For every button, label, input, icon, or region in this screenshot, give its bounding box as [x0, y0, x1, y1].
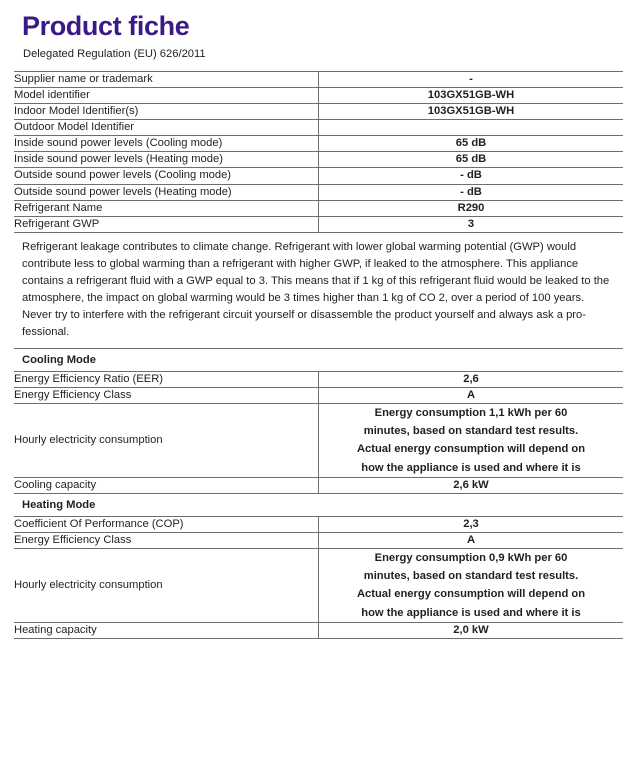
row-label: Supplier name or trademark — [14, 71, 319, 87]
row-value: 103GX51GB-WH — [319, 104, 624, 120]
row-label: Energy Efficiency Ratio (EER) — [14, 371, 319, 387]
row-value: R290 — [319, 200, 624, 216]
row-label: Model identifier — [14, 87, 319, 103]
row-label: Refrigerant GWP — [14, 216, 319, 232]
table-row — [14, 388, 623, 404]
table-row — [14, 184, 623, 200]
table-row — [14, 549, 623, 623]
row-label: Refrigerant Name — [14, 200, 319, 216]
value-line: minutes, based on standard test results. — [363, 570, 579, 583]
table-row — [14, 200, 623, 216]
row-value: - — [319, 71, 624, 87]
row-value: 2,6 kW — [319, 477, 624, 493]
row-label: Indoor Model Identifier(s) — [14, 104, 319, 120]
value-line: Actual energy consumption will depend on — [356, 443, 586, 456]
table-row — [14, 168, 623, 184]
row-value — [319, 120, 624, 136]
table-row — [14, 71, 623, 87]
row-value: 65 dB — [319, 152, 624, 168]
row-label: Outside sound power levels (Cooling mode) — [14, 168, 319, 184]
value-line: minutes, based on standard test results. — [363, 425, 579, 438]
value-line: Energy consumption 1,1 kWh per 60 — [374, 407, 568, 420]
row-value — [319, 404, 624, 478]
table-row — [14, 516, 623, 532]
value-line: Energy consumption 0,9 kWh per 60 — [374, 552, 568, 565]
section-header-heating — [14, 493, 623, 516]
table-row — [14, 136, 623, 152]
row-value: 103GX51GB-WH — [319, 87, 624, 103]
section-title: Cooling Mode — [14, 348, 623, 371]
table-row — [14, 87, 623, 103]
table-body — [14, 71, 623, 638]
table-row — [14, 371, 623, 387]
row-value: 2,0 kW — [319, 622, 624, 638]
row-label: Outside sound power levels (Heating mode) — [14, 184, 319, 200]
document-header — [0, 0, 637, 71]
row-label: Cooling capacity — [14, 477, 319, 493]
section-header-cooling — [14, 348, 623, 371]
row-value: 3 — [319, 216, 624, 232]
row-value: - dB — [319, 184, 624, 200]
value-line: how the appliance is used and where it is — [361, 461, 581, 474]
row-value: 65 dB — [319, 136, 624, 152]
table-row — [14, 120, 623, 136]
section-title: Heating Mode — [14, 493, 623, 516]
row-label: Energy Efficiency Class — [14, 388, 319, 404]
row-label: Outdoor Model Identifier — [14, 120, 319, 136]
table-row — [14, 104, 623, 120]
page-title: Product fiche — [22, 11, 190, 41]
row-value — [319, 549, 624, 623]
value-line: how the appliance is used and where it is — [361, 606, 581, 619]
row-label: Coefficient Of Performance (COP) — [14, 516, 319, 532]
row-label: Hourly electricity consumption — [14, 549, 319, 623]
row-value: 2,6 — [319, 371, 624, 387]
row-value: A — [319, 388, 624, 404]
row-label: Inside sound power levels (Heating mode) — [14, 152, 319, 168]
row-label: Hourly electricity consumption — [14, 404, 319, 478]
regulation-subtitle: Delegated Regulation (EU) 626/2011 — [23, 48, 206, 61]
table-row — [14, 404, 623, 478]
table-row — [14, 152, 623, 168]
value-line: Actual energy consumption will depend on — [356, 588, 586, 601]
row-label: Inside sound power levels (Cooling mode) — [14, 136, 319, 152]
row-value: - dB — [319, 168, 624, 184]
row-value: A — [319, 532, 624, 548]
refrigerant-note-row — [14, 232, 623, 348]
table-row — [14, 532, 623, 548]
row-label: Energy Efficiency Class — [14, 532, 319, 548]
table-row — [14, 477, 623, 493]
row-value: 2,3 — [319, 516, 624, 532]
table-row — [14, 216, 623, 232]
row-label: Heating capacity — [14, 622, 319, 638]
table-row — [14, 622, 623, 638]
refrigerant-note-text: Refrigerant leakage contributes to climate change. Refrigerant with lower global warming potential (GWP) would contribute less to global warming than a refrigerant with higher GWP, if leaked to the atmosphere. This appliance contains a refrigerant fluid with a GWP equal to 3. This means that if 1 kg of this refrigerant fluid would be leaked to the atmosphere, the impact on global warming would be 3 times higher than 1 kg of CO 2, over a period of 100 years. Never try to interfere with the refrigerant circuit yourself or disassemble the product yourself and always ask a pro-fessional. — [14, 232, 623, 348]
product-fiche-table — [14, 71, 623, 639]
